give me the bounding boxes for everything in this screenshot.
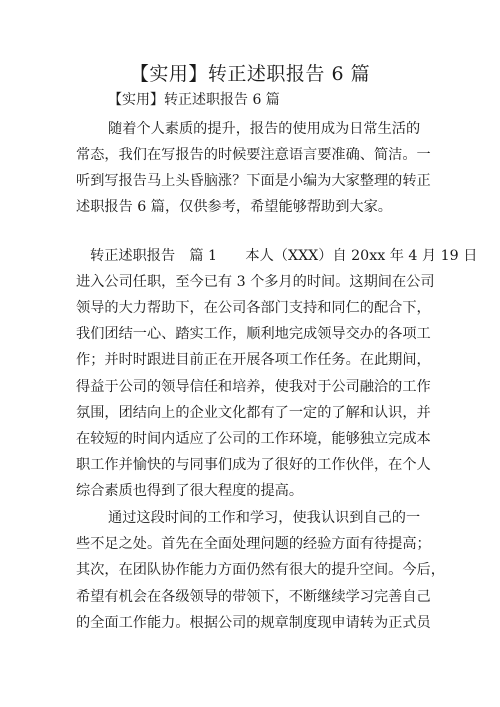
intro-line: 常态，我们在写报告的时候要注意语言要准确、简洁。一 <box>76 147 431 163</box>
section2-line: 其次，在团队协作能力方面仍然有很大的提升空间。今后， <box>76 562 445 578</box>
section1-line: 我们团结一心、踏实工作，顺利地完成领导交办的各项工 <box>76 326 431 342</box>
section1-line: 在较短的时间内适应了公司的工作环境，能够独立完成本 <box>76 431 431 447</box>
section1-line: 得益于公司的领导信任和培养，使我对于公司融洽的工作 <box>76 379 431 395</box>
intro-line: 听到写报告马上头昏脑涨？下面是小编为大家整理的转正 <box>76 173 431 189</box>
section2-line: 的全面工作能力。根据公司的规章制度现申请转为正式员 <box>76 615 431 631</box>
document-title: 【实用】转正述职报告 6 篇 <box>129 63 371 85</box>
section1-line: 转正述职报告 篇 1 本人（XXX）自 20xx 年 4 月 19 日 <box>90 248 478 264</box>
section1-line: 进入公司任职，至今已有 3 个多月的时间。这期间在公司 <box>76 274 435 290</box>
document-subtitle: 【实用】转正述职报告 6 篇 <box>108 92 280 108</box>
section1-line: 氛围，团结向上的企业文化都有了一定的了解和认识，并 <box>76 405 431 421</box>
intro-line: 随着个人素质的提升，报告的使用成为日常生活的 <box>108 121 421 137</box>
section1-line: 领导的大力帮助下，在公司各部门支持和同仁的配合下， <box>76 300 431 316</box>
section1-line: 作；并时时跟进目前正在开展各项工作任务。在此期间， <box>76 352 431 368</box>
section1-line: 综合素质也得到了很大程度的提高。 <box>76 483 304 499</box>
intro-line: 述职报告 6 篇，仅供参考，希望能够帮助到大家。 <box>76 199 392 215</box>
section2-line: 希望有机会在各级领导的带领下，不断继续学习完善自己 <box>76 589 431 605</box>
section2-line: 通过这段时间的工作和学习，使我认识到自己的一 <box>108 510 421 526</box>
section1-line: 职工作并愉快的与同事们成为了很好的工作伙伴，在个人 <box>76 457 431 473</box>
section2-line: 些不足之处。首先在全面处理问题的经验方面有待提高； <box>76 536 431 552</box>
